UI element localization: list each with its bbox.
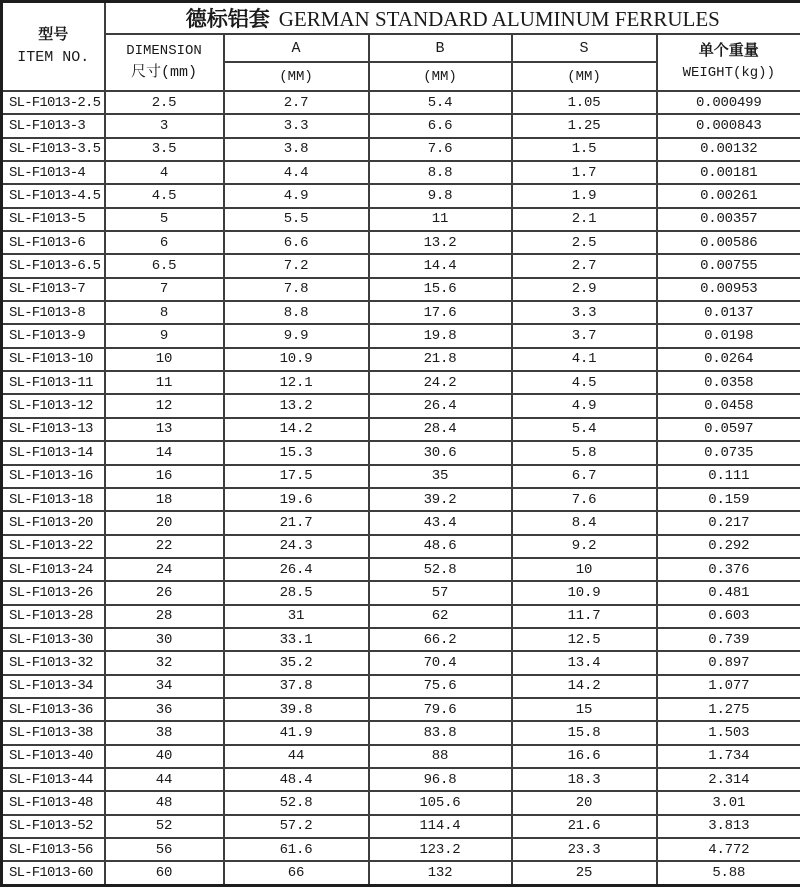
- b-cell: 114.4: [369, 815, 512, 838]
- dimension-cell: 26: [105, 581, 224, 604]
- table-row: [2, 488, 800, 511]
- weight-cell: 0.217: [657, 511, 800, 534]
- table-row: [2, 278, 800, 301]
- s-cell: 4.9: [512, 394, 657, 417]
- a-cell: 3.3: [224, 114, 369, 137]
- a-cell: 26.4: [224, 558, 369, 581]
- b-cell: 30.6: [369, 441, 512, 464]
- b-cell: 35: [369, 465, 512, 488]
- s-cell: 2.9: [512, 278, 657, 301]
- table-row: [2, 394, 800, 417]
- s-cell: 11.7: [512, 605, 657, 628]
- weight-cell: 0.376: [657, 558, 800, 581]
- item-no-cell: SL-F1013-36: [2, 698, 105, 721]
- s-cell: 2.1: [512, 208, 657, 231]
- dimension-cell: 12: [105, 394, 224, 417]
- table-row: [2, 301, 800, 324]
- dimension-cell: 56: [105, 838, 224, 861]
- col-b-unit: (MM): [369, 62, 512, 91]
- dimension-cell: 18: [105, 488, 224, 511]
- item-no-cell: SL-F1013-40: [2, 745, 105, 768]
- weight-cell: 0.0198: [657, 324, 800, 347]
- weight-cell: 0.0358: [657, 371, 800, 394]
- weight-cell: 2.314: [657, 768, 800, 791]
- table-row: [2, 745, 800, 768]
- dimension-cell: 6.5: [105, 254, 224, 277]
- table-title-en: GERMAN STANDARD ALUMINUM FERRULES: [278, 7, 720, 31]
- s-cell: 5.8: [512, 441, 657, 464]
- b-cell: 5.4: [369, 91, 512, 114]
- item-no-cell: SL-F1013-44: [2, 768, 105, 791]
- table-title: [105, 2, 800, 35]
- weight-cell: 0.00261: [657, 184, 800, 207]
- weight-cell: 0.00586: [657, 231, 800, 254]
- s-cell: 1.25: [512, 114, 657, 137]
- table-row: [2, 815, 800, 838]
- table-row: [2, 348, 800, 371]
- a-cell: 17.5: [224, 465, 369, 488]
- a-cell: 4.4: [224, 161, 369, 184]
- a-cell: 31: [224, 605, 369, 628]
- weight-cell: 0.111: [657, 465, 800, 488]
- s-cell: 9.2: [512, 535, 657, 558]
- b-cell: 13.2: [369, 231, 512, 254]
- table-row: [2, 161, 800, 184]
- item-no-cell: SL-F1013-38: [2, 721, 105, 744]
- s-cell: 3.3: [512, 301, 657, 324]
- s-cell: 21.6: [512, 815, 657, 838]
- a-cell: 19.6: [224, 488, 369, 511]
- dimension-cell: 2.5: [105, 91, 224, 114]
- b-cell: 28.4: [369, 418, 512, 441]
- item-no-cell: SL-F1013-5: [2, 208, 105, 231]
- b-cell: 43.4: [369, 511, 512, 534]
- dimension-cell: 3.5: [105, 138, 224, 161]
- dimension-cell: 4: [105, 161, 224, 184]
- a-cell: 61.6: [224, 838, 369, 861]
- s-cell: 25: [512, 861, 657, 885]
- item-no-cell: SL-F1013-7: [2, 278, 105, 301]
- dimension-cell: 52: [105, 815, 224, 838]
- col-a-header: A: [224, 34, 369, 62]
- s-cell: 1.9: [512, 184, 657, 207]
- weight-cell: 0.603: [657, 605, 800, 628]
- s-cell: 16.6: [512, 745, 657, 768]
- dimension-cell: 28: [105, 605, 224, 628]
- a-cell: 15.3: [224, 441, 369, 464]
- b-cell: 52.8: [369, 558, 512, 581]
- item-no-cell: SL-F1013-26: [2, 581, 105, 604]
- item-no-cell: SL-F1013-12: [2, 394, 105, 417]
- table-row: [2, 861, 800, 885]
- item-no-header-en: ITEM NO.: [17, 48, 90, 66]
- weight-cell: 0.0458: [657, 394, 800, 417]
- s-cell: 15: [512, 698, 657, 721]
- s-cell: 3.7: [512, 324, 657, 347]
- item-no-cell: SL-F1013-24: [2, 558, 105, 581]
- item-no-cell: SL-F1013-52: [2, 815, 105, 838]
- b-cell: 83.8: [369, 721, 512, 744]
- col-b-header: B: [369, 34, 512, 62]
- table-row: [2, 535, 800, 558]
- item-no-header-zh: 型号: [38, 26, 69, 44]
- a-cell: 28.5: [224, 581, 369, 604]
- weight-cell: 0.000499: [657, 91, 800, 114]
- s-cell: 1.7: [512, 161, 657, 184]
- table-header: [2, 2, 800, 92]
- weight-header-en: WEIGHT(kg)): [682, 65, 775, 82]
- a-cell: 14.2: [224, 418, 369, 441]
- weight-cell: 1.077: [657, 675, 800, 698]
- b-cell: 123.2: [369, 838, 512, 861]
- a-cell: 21.7: [224, 511, 369, 534]
- col-s-header: S: [512, 34, 657, 62]
- s-cell: 10: [512, 558, 657, 581]
- dimension-cell: 10: [105, 348, 224, 371]
- dimension-header-en: DIMENSION: [126, 42, 202, 59]
- item-no-cell: SL-F1013-10: [2, 348, 105, 371]
- dimension-cell: 22: [105, 535, 224, 558]
- b-cell: 57: [369, 581, 512, 604]
- weight-cell: 4.772: [657, 838, 800, 861]
- table-row: [2, 791, 800, 814]
- dimension-cell: 44: [105, 768, 224, 791]
- weight-cell: 1.275: [657, 698, 800, 721]
- s-cell: 12.5: [512, 628, 657, 651]
- table-row: [2, 138, 800, 161]
- table-row: [2, 838, 800, 861]
- item-no-cell: SL-F1013-3: [2, 114, 105, 137]
- a-cell: 24.3: [224, 535, 369, 558]
- dimension-cell: 6: [105, 231, 224, 254]
- weight-cell: 3.01: [657, 791, 800, 814]
- s-cell: 4.5: [512, 371, 657, 394]
- dimension-cell: 32: [105, 651, 224, 674]
- a-cell: 48.4: [224, 768, 369, 791]
- item-no-cell: SL-F1013-28: [2, 605, 105, 628]
- dimension-cell: 5: [105, 208, 224, 231]
- s-cell: 1.05: [512, 91, 657, 114]
- b-cell: 62: [369, 605, 512, 628]
- table-row: [2, 441, 800, 464]
- item-no-cell: SL-F1013-56: [2, 838, 105, 861]
- weight-header-zh: 单个重量: [698, 42, 759, 60]
- a-cell: 66: [224, 861, 369, 885]
- table-row: [2, 651, 800, 674]
- a-cell: 3.8: [224, 138, 369, 161]
- s-cell: 2.5: [512, 231, 657, 254]
- a-cell: 6.6: [224, 231, 369, 254]
- s-cell: 6.7: [512, 465, 657, 488]
- a-cell: 41.9: [224, 721, 369, 744]
- table-row: [2, 721, 800, 744]
- dimension-cell: 36: [105, 698, 224, 721]
- table-row: [2, 184, 800, 207]
- dimension-cell: 9: [105, 324, 224, 347]
- weight-cell: 0.00953: [657, 278, 800, 301]
- table-row: [2, 418, 800, 441]
- item-no-cell: SL-F1013-48: [2, 791, 105, 814]
- a-cell: 57.2: [224, 815, 369, 838]
- dimension-cell: 34: [105, 675, 224, 698]
- dimension-cell: 38: [105, 721, 224, 744]
- s-cell: 1.5: [512, 138, 657, 161]
- s-cell: 10.9: [512, 581, 657, 604]
- table-row: [2, 371, 800, 394]
- dimension-cell: 7: [105, 278, 224, 301]
- s-cell: 18.3: [512, 768, 657, 791]
- table-row: [2, 254, 800, 277]
- b-cell: 21.8: [369, 348, 512, 371]
- dimension-cell: 48: [105, 791, 224, 814]
- weight-cell: 0.0264: [657, 348, 800, 371]
- b-cell: 26.4: [369, 394, 512, 417]
- dimension-cell: 3: [105, 114, 224, 137]
- a-cell: 8.8: [224, 301, 369, 324]
- item-no-cell: SL-F1013-4: [2, 161, 105, 184]
- a-cell: 5.5: [224, 208, 369, 231]
- dimension-cell: 14: [105, 441, 224, 464]
- item-no-cell: SL-F1013-6.5: [2, 254, 105, 277]
- table-row: [2, 465, 800, 488]
- col-a-unit: (MM): [224, 62, 369, 91]
- b-cell: 75.6: [369, 675, 512, 698]
- dimension-cell: 60: [105, 861, 224, 885]
- item-no-cell: SL-F1013-2.5: [2, 91, 105, 114]
- b-cell: 17.6: [369, 301, 512, 324]
- table-row: [2, 91, 800, 114]
- a-cell: 10.9: [224, 348, 369, 371]
- item-no-cell: SL-F1013-34: [2, 675, 105, 698]
- weight-cell: 0.0735: [657, 441, 800, 464]
- item-no-cell: SL-F1013-13: [2, 418, 105, 441]
- weight-cell: 0.000843: [657, 114, 800, 137]
- table-row: [2, 768, 800, 791]
- item-no-cell: SL-F1013-30: [2, 628, 105, 651]
- s-cell: 13.4: [512, 651, 657, 674]
- b-cell: 24.2: [369, 371, 512, 394]
- table-body: [2, 91, 800, 886]
- col-s-unit: (MM): [512, 62, 657, 91]
- weight-cell: 0.897: [657, 651, 800, 674]
- s-cell: 4.1: [512, 348, 657, 371]
- item-no-cell: SL-F1013-8: [2, 301, 105, 324]
- item-no-cell: SL-F1013-32: [2, 651, 105, 674]
- title-row: [2, 2, 800, 35]
- s-cell: 15.8: [512, 721, 657, 744]
- weight-cell: 0.159: [657, 488, 800, 511]
- s-cell: 2.7: [512, 254, 657, 277]
- dimension-cell: 13: [105, 418, 224, 441]
- table-row: [2, 208, 800, 231]
- table-row: [2, 511, 800, 534]
- table-row: [2, 324, 800, 347]
- dimension-cell: 11: [105, 371, 224, 394]
- a-cell: 39.8: [224, 698, 369, 721]
- dimension-header-zh: 尺寸(mm): [130, 63, 197, 81]
- a-cell: 2.7: [224, 91, 369, 114]
- a-cell: 35.2: [224, 651, 369, 674]
- item-no-cell: SL-F1013-18: [2, 488, 105, 511]
- weight-cell: 0.00181: [657, 161, 800, 184]
- a-cell: 4.9: [224, 184, 369, 207]
- item-no-cell: SL-F1013-14: [2, 441, 105, 464]
- weight-cell: 0.00357: [657, 208, 800, 231]
- b-cell: 79.6: [369, 698, 512, 721]
- b-cell: 96.8: [369, 768, 512, 791]
- a-cell: 13.2: [224, 394, 369, 417]
- table-title-zh: 德标铝套: [185, 7, 270, 31]
- dimension-cell: 20: [105, 511, 224, 534]
- b-cell: 15.6: [369, 278, 512, 301]
- s-cell: 7.6: [512, 488, 657, 511]
- s-cell: 8.4: [512, 511, 657, 534]
- weight-cell: 1.503: [657, 721, 800, 744]
- a-cell: 33.1: [224, 628, 369, 651]
- dimension-header: [105, 34, 224, 91]
- b-cell: 8.8: [369, 161, 512, 184]
- b-cell: 39.2: [369, 488, 512, 511]
- item-no-cell: SL-F1013-4.5: [2, 184, 105, 207]
- weight-cell: 0.00132: [657, 138, 800, 161]
- table-row: [2, 628, 800, 651]
- a-cell: 7.2: [224, 254, 369, 277]
- a-cell: 44: [224, 745, 369, 768]
- b-cell: 132: [369, 861, 512, 885]
- table-row: [2, 581, 800, 604]
- item-no-cell: SL-F1013-3.5: [2, 138, 105, 161]
- dimension-cell: 16: [105, 465, 224, 488]
- item-no-cell: SL-F1013-11: [2, 371, 105, 394]
- dimension-cell: 8: [105, 301, 224, 324]
- table-row: [2, 698, 800, 721]
- b-cell: 88: [369, 745, 512, 768]
- item-no-cell: SL-F1013-9: [2, 324, 105, 347]
- b-cell: 105.6: [369, 791, 512, 814]
- table-row: [2, 605, 800, 628]
- s-cell: 23.3: [512, 838, 657, 861]
- a-cell: 37.8: [224, 675, 369, 698]
- item-no-cell: SL-F1013-6: [2, 231, 105, 254]
- weight-cell: 1.734: [657, 745, 800, 768]
- a-cell: 7.8: [224, 278, 369, 301]
- weight-cell: 5.88: [657, 861, 800, 885]
- b-cell: 11: [369, 208, 512, 231]
- b-cell: 14.4: [369, 254, 512, 277]
- a-cell: 12.1: [224, 371, 369, 394]
- item-no-cell: SL-F1013-60: [2, 861, 105, 885]
- dimension-cell: 30: [105, 628, 224, 651]
- b-cell: 6.6: [369, 114, 512, 137]
- b-cell: 48.6: [369, 535, 512, 558]
- b-cell: 9.8: [369, 184, 512, 207]
- b-cell: 70.4: [369, 651, 512, 674]
- weight-cell: 0.0137: [657, 301, 800, 324]
- weight-cell: 0.739: [657, 628, 800, 651]
- dimension-cell: 24: [105, 558, 224, 581]
- s-cell: 5.4: [512, 418, 657, 441]
- weight-cell: 0.481: [657, 581, 800, 604]
- a-cell: 9.9: [224, 324, 369, 347]
- table-row: [2, 558, 800, 581]
- dimension-cell: 4.5: [105, 184, 224, 207]
- b-cell: 19.8: [369, 324, 512, 347]
- item-no-cell: SL-F1013-22: [2, 535, 105, 558]
- item-no-cell: SL-F1013-20: [2, 511, 105, 534]
- weight-header: [657, 34, 800, 91]
- table-row: [2, 675, 800, 698]
- s-cell: 14.2: [512, 675, 657, 698]
- item-no-header: [2, 2, 105, 92]
- weight-cell: 0.00755: [657, 254, 800, 277]
- s-cell: 20: [512, 791, 657, 814]
- weight-cell: 0.292: [657, 535, 800, 558]
- table-row: [2, 231, 800, 254]
- b-cell: 66.2: [369, 628, 512, 651]
- weight-cell: 0.0597: [657, 418, 800, 441]
- weight-cell: 3.813: [657, 815, 800, 838]
- table-row: [2, 114, 800, 137]
- header-row-labels: [2, 34, 800, 62]
- item-no-cell: SL-F1013-16: [2, 465, 105, 488]
- dimension-cell: 40: [105, 745, 224, 768]
- a-cell: 52.8: [224, 791, 369, 814]
- b-cell: 7.6: [369, 138, 512, 161]
